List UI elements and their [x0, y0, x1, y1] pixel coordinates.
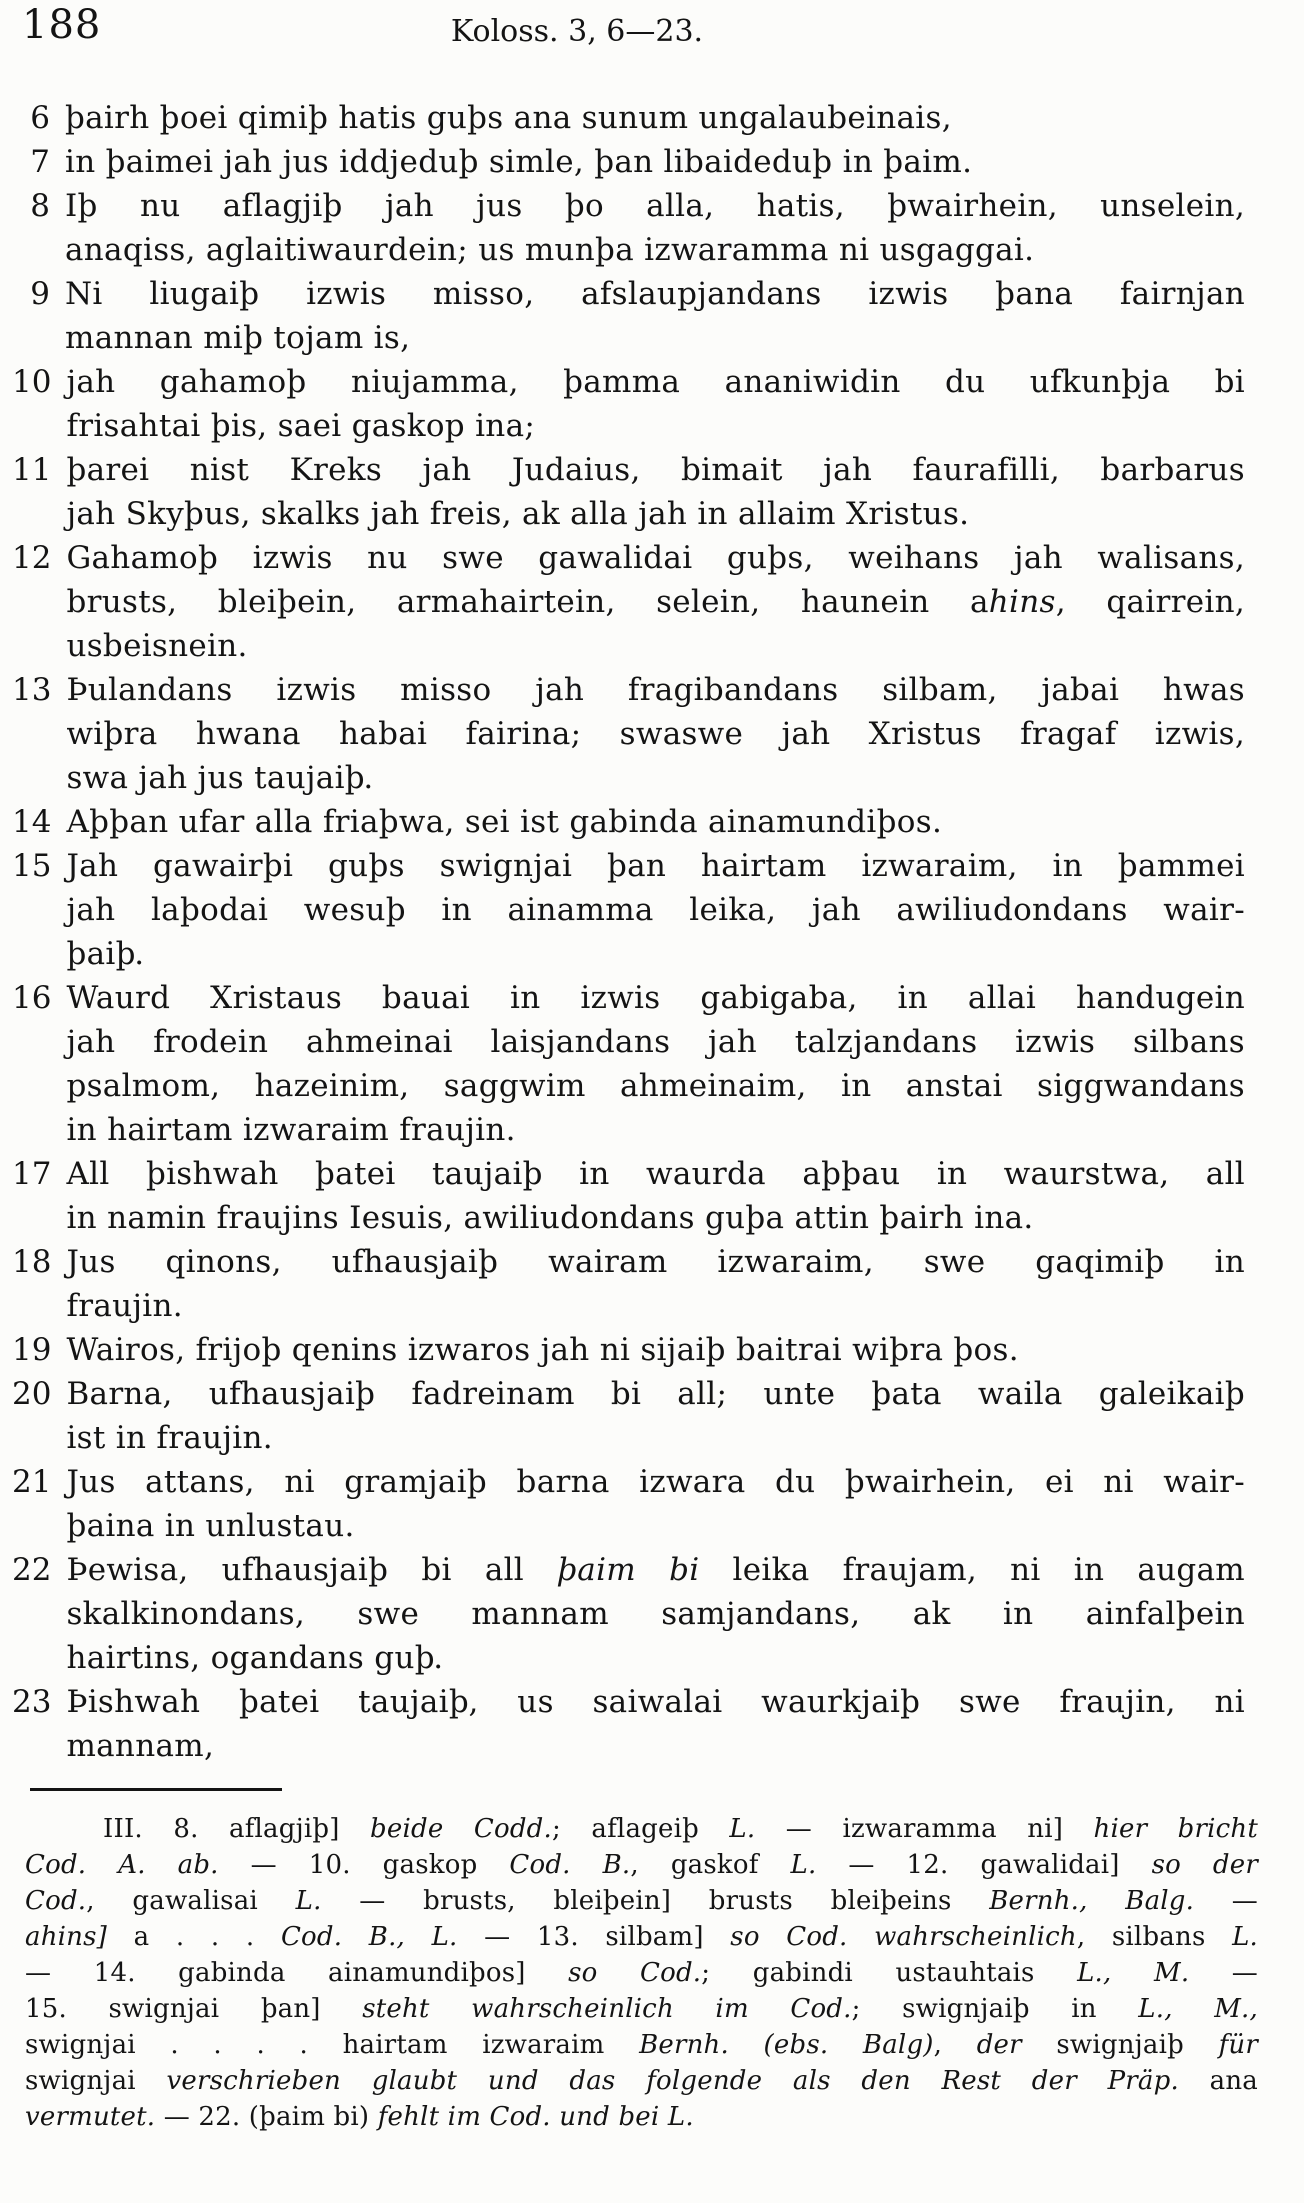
- page-title: Koloss. 3, 6—23.: [450, 14, 704, 49]
- text-line: [25, 1955, 1258, 1991]
- verse: [12, 1240, 1245, 1328]
- text-segment: jah Skyþus, skalks jah freis, ak alla jah in allaim Xristus.: [66, 496, 970, 532]
- verse-text: [66, 976, 1245, 1152]
- text-line: [66, 844, 1245, 888]
- verse: [12, 96, 1245, 140]
- text-segment: þaiþ.: [66, 936, 145, 972]
- text-segment: Barna, ufhausjaiþ fadreinam bi all; unte þata waila galeikaiþ: [66, 1376, 1245, 1412]
- italic-segment: Cod. B., L.: [280, 1922, 458, 1952]
- verse-number: 19: [12, 1332, 52, 1368]
- text-segment: in namin fraujins Iesuis, awiliudondans guþa attin þairh ina.: [66, 1200, 1034, 1236]
- text-line: [25, 2027, 1258, 2063]
- text-line: [66, 1284, 1245, 1328]
- text-line: [66, 1416, 1245, 1460]
- text-segment: swignjai . . . . hairtam izwaraim: [25, 2030, 640, 2060]
- text-line: [66, 536, 1245, 580]
- text-segment: swa jah jus taujaiþ.: [66, 760, 374, 796]
- verse: [12, 1372, 1245, 1460]
- verse-number: 16: [12, 980, 52, 1016]
- verse-text: [65, 140, 1245, 184]
- text-segment: jah frodein ahmeinai laisjandans jah talzjandans izwis silbans: [66, 1024, 1245, 1060]
- text-line: [66, 888, 1245, 932]
- text-segment: Jah gawairþi guþs swignjai þan hairtam izwaraim, in þammei: [66, 848, 1245, 884]
- text-segment: , qairrein,: [1055, 584, 1245, 620]
- text-segment: Jus attans, ni gramjaiþ barna izwara du þwairhein, ei ni wair-: [66, 1464, 1245, 1500]
- verse-text: [66, 1240, 1245, 1328]
- italic-segment: L., M.,: [1138, 1994, 1258, 2024]
- verse-number: 7: [30, 144, 50, 180]
- text-segment: ana: [1178, 2066, 1258, 2096]
- text-line: [65, 96, 1245, 140]
- verse-text: [66, 1548, 1245, 1680]
- text-segment: All þishwah þatei taujaiþ in waurda aþþau in waurstwa, all: [66, 1156, 1245, 1192]
- italic-segment: so Cod. wahrscheinlich: [730, 1922, 1077, 1952]
- text-segment: Þewisa, ufhausjaiþ bi all: [66, 1552, 558, 1588]
- text-line: [65, 228, 1245, 272]
- text-segment: Iþ nu aflagjiþ jah jus þo alla, hatis, þwairhein, unselein,: [65, 188, 1245, 224]
- page-number: 188: [22, 2, 102, 48]
- italic-segment: Cod. A. ab.: [25, 1850, 219, 1880]
- text-line: [65, 316, 1245, 360]
- text-line: [25, 2099, 1258, 2135]
- italic-segment: þaim bi: [557, 1552, 700, 1588]
- text-segment: in þaimei jah jus iddjeduþ simle, þan libaideduþ in þaim.: [65, 144, 973, 180]
- text-segment: Gahamoþ izwis nu swe gawalidai guþs, weihans jah walisans,: [66, 540, 1245, 576]
- text-line: [66, 1108, 1245, 1152]
- verse: [12, 976, 1245, 1152]
- text-segment: a . . .: [107, 1922, 281, 1952]
- italic-segment: ahins]: [25, 1922, 107, 1952]
- text-segment: III. 8. aflagjiþ]: [103, 1814, 371, 1844]
- text-segment: mannam,: [66, 1728, 215, 1764]
- verse-text: [66, 800, 1245, 844]
- text-line: [66, 624, 1245, 668]
- text-line: [66, 360, 1245, 404]
- text-line: [66, 404, 1245, 448]
- text-line: [65, 272, 1245, 316]
- text-segment: — 22. (þaim bi): [155, 2102, 378, 2132]
- text-segment: in hairtam izwaraim fraujin.: [66, 1112, 516, 1148]
- text-line: [66, 1196, 1245, 1240]
- text-line: [66, 1372, 1245, 1416]
- italic-segment: L.: [295, 1886, 322, 1916]
- text-segment: skalkinondans, swe mannam samjandans, ak in ainfalþein: [66, 1596, 1245, 1632]
- verse-number: 15: [12, 848, 52, 884]
- text-segment: ,: [933, 2030, 977, 2060]
- text-line: [66, 1548, 1245, 1592]
- verse-text: [66, 1152, 1245, 1240]
- text-segment: ; swignjaiþ in: [851, 1994, 1139, 2024]
- verse-number: 22: [12, 1552, 52, 1588]
- text-line: [25, 1883, 1258, 1919]
- italic-segment: vermutet.: [25, 2102, 156, 2132]
- verse-text: [65, 272, 1245, 360]
- text-segment: þaina in unlustau.: [66, 1508, 355, 1544]
- verse-number: 23: [12, 1684, 52, 1720]
- text-line: [66, 1240, 1245, 1284]
- text-segment: — brusts, bleiþein] brusts bleiþeins: [321, 1886, 990, 1916]
- italic-segment: L., M.: [1077, 1958, 1190, 1988]
- text-segment: Wairos, frijoþ qenins izwaros jah ni sijaiþ baitrai wiþra þos.: [66, 1332, 1019, 1368]
- italic-segment: so der: [1151, 1850, 1258, 1880]
- text-segment: — 14. gabinda ainamundiþos]: [25, 1958, 569, 1988]
- italic-segment: L.: [1232, 1922, 1258, 1952]
- text-segment: Ni liugaiþ izwis misso, afslaupjandans izwis þana fairnjan: [65, 276, 1245, 312]
- text-line: [66, 492, 1245, 536]
- text-segment: ; gabindi ustauhtais: [701, 1958, 1078, 1988]
- text-segment: jah gahamoþ niujamma, þamma ananiwidin du ufkunþja bi: [66, 364, 1245, 400]
- verse-text: [66, 1460, 1245, 1548]
- italic-segment: L.: [729, 1814, 756, 1844]
- text-segment: — 12. gawalidai]: [816, 1850, 1152, 1880]
- page-header: [0, 0, 1304, 58]
- verse: [12, 140, 1245, 184]
- text-line: [66, 580, 1245, 624]
- text-segment: , gawalisai: [86, 1886, 296, 1916]
- text-line: [25, 1847, 1258, 1883]
- verse-number: 10: [12, 364, 52, 400]
- verse: [12, 800, 1245, 844]
- text-segment: þarei nist Kreks jah Judaius, bimait jah faurafilli, barbarus: [66, 452, 1245, 488]
- text-segment: — 10. gaskop: [218, 1850, 510, 1880]
- text-segment: swignjaiþ: [1021, 2030, 1219, 2060]
- text-segment: anaqiss, aglaitiwaurdein; us munþa izwaramma ni usgaggai.: [65, 232, 1035, 268]
- italic-segment: hins: [988, 584, 1056, 620]
- italic-segment: Cod.: [25, 1886, 87, 1916]
- verse-text: [66, 844, 1245, 976]
- text-line: [66, 1504, 1245, 1548]
- verse-number: 18: [12, 1244, 52, 1280]
- text-line: [66, 1064, 1245, 1108]
- text-line: [66, 668, 1245, 712]
- verse: [12, 1328, 1245, 1372]
- text-line: [66, 1460, 1245, 1504]
- text-line: [66, 800, 1245, 844]
- verse-number: 21: [12, 1464, 52, 1500]
- italic-segment: für: [1218, 2030, 1258, 2060]
- verse-number: 17: [12, 1156, 52, 1192]
- verse-number: 11: [12, 452, 52, 488]
- verse-text: [65, 96, 1245, 140]
- verse: [12, 844, 1245, 976]
- verse-number: 13: [12, 672, 52, 708]
- text-segment: Þulandans izwis misso jah fragibandans silbam, jabai hwas: [66, 672, 1245, 708]
- verse: [12, 184, 1245, 272]
- verse: [12, 448, 1245, 536]
- text-segment: brusts, bleiþein, armahairtein, selein, haunein a: [66, 584, 989, 620]
- text-segment: , gaskof: [630, 1850, 791, 1880]
- text-segment: —: [1194, 1886, 1258, 1916]
- verse: [12, 1680, 1245, 1768]
- text-line: [66, 932, 1245, 976]
- verse: [12, 1460, 1245, 1548]
- text-segment: ist in fraujin.: [66, 1420, 273, 1456]
- text-segment: mannan miþ tojam is,: [65, 320, 411, 356]
- italic-segment: beide Codd.: [370, 1814, 552, 1844]
- text-segment: psalmom, hazeinim, saggwim ahmeinaim, in anstai siggwandans: [66, 1068, 1245, 1104]
- text-segment: ; aflageiþ: [551, 1814, 730, 1844]
- text-segment: hairtins, ogandans guþ.: [66, 1640, 444, 1676]
- text-segment: fraujin.: [66, 1288, 183, 1324]
- apparatus-separator-rule: [30, 1788, 282, 1791]
- verse: [12, 360, 1245, 448]
- verse-number: 9: [30, 276, 50, 312]
- verse-number: 12: [12, 540, 52, 576]
- verse-text: [66, 448, 1245, 536]
- text-segment: —: [1189, 1958, 1258, 1988]
- text-segment: usbeisnein.: [66, 628, 248, 664]
- text-line: [66, 1636, 1245, 1680]
- italic-segment: fehlt im Cod. und bei L.: [377, 2102, 694, 2132]
- text-segment: swignjai: [25, 2066, 167, 2096]
- italic-segment: L.: [790, 1850, 817, 1880]
- text-segment: — 13. silbam]: [457, 1922, 731, 1952]
- text-line: [66, 976, 1245, 1020]
- text-line: [66, 1724, 1245, 1768]
- text-segment: frisahtai þis, saei gaskop ina;: [66, 408, 536, 444]
- text-line: [66, 448, 1245, 492]
- text-segment: þairh þoei qimiþ hatis guþs ana sunum ungalaubeinais,: [65, 100, 952, 136]
- text-segment: , silbans: [1076, 1922, 1233, 1952]
- verse-text: [65, 184, 1245, 272]
- text-line: [65, 184, 1245, 228]
- text-line: [25, 1991, 1258, 2027]
- verse-text: [66, 1372, 1245, 1460]
- italic-segment: hier bricht: [1093, 1814, 1258, 1844]
- text-line: [66, 1328, 1245, 1372]
- italic-segment: der: [976, 2030, 1022, 2060]
- verse-text: [66, 360, 1245, 448]
- text-segment: jah laþodai wesuþ in ainamma leika, jah awiliudondans wair-: [66, 892, 1245, 928]
- text-line: [66, 1592, 1245, 1636]
- text-line: [66, 756, 1245, 800]
- verse: [12, 668, 1245, 800]
- text-segment: 15. swignjai þan]: [25, 1994, 363, 2024]
- text-line: [25, 2063, 1258, 2099]
- text-segment: Þishwah þatei taujaiþ, us saiwalai waurkjaiþ swe fraujin, ni: [66, 1684, 1245, 1720]
- text-segment: Aþþan ufar alla friaþwa, sei ist gabinda ainamundiþos.: [66, 804, 943, 840]
- verse-number: 8: [30, 188, 50, 224]
- text-line: [66, 712, 1245, 756]
- verse: [12, 1152, 1245, 1240]
- text-line: [25, 1811, 1258, 1847]
- verse: [12, 1548, 1245, 1680]
- text-line: [66, 1152, 1245, 1196]
- verse-number: 6: [30, 100, 50, 136]
- apparatus: [25, 1811, 1258, 2135]
- italic-segment: steht wahrscheinlich im Cod.: [362, 1994, 852, 2024]
- verses-list: [12, 96, 1245, 1768]
- verse-text: [66, 536, 1245, 668]
- verse: [12, 272, 1245, 360]
- verse-text: [66, 1680, 1245, 1768]
- verse: [12, 536, 1245, 668]
- text-line: [65, 140, 1245, 184]
- text-segment: — izwaramma ni]: [755, 1814, 1094, 1844]
- italic-segment: so Cod.: [568, 1958, 702, 1988]
- verse-text: [66, 1328, 1245, 1372]
- text-segment: wiþra hwana habai fairina; swaswe jah Xristus fragaf izwis,: [66, 716, 1245, 752]
- italic-segment: verschrieben glaubt und das folgende als den Rest der Präp.: [166, 2066, 1179, 2096]
- text-segment: Waurd Xristaus bauai in izwis gabigaba, in allai handugein: [66, 980, 1245, 1016]
- italic-segment: Bernh., Balg.: [989, 1886, 1195, 1916]
- verse-number: 14: [12, 804, 52, 840]
- verse-number: 20: [12, 1376, 52, 1412]
- italic-segment: Cod. B.: [509, 1850, 631, 1880]
- text-segment: leika fraujam, ni in augam: [699, 1552, 1245, 1588]
- text-segment: Jus qinons, ufhausjaiþ wairam izwaraim, swe gaqimiþ in: [66, 1244, 1245, 1280]
- text-line: [25, 1919, 1258, 1955]
- text-line: [66, 1680, 1245, 1724]
- text-line: [66, 1020, 1245, 1064]
- italic-segment: Bernh. (ebs. Balg): [639, 2030, 934, 2060]
- verse-text: [66, 668, 1245, 800]
